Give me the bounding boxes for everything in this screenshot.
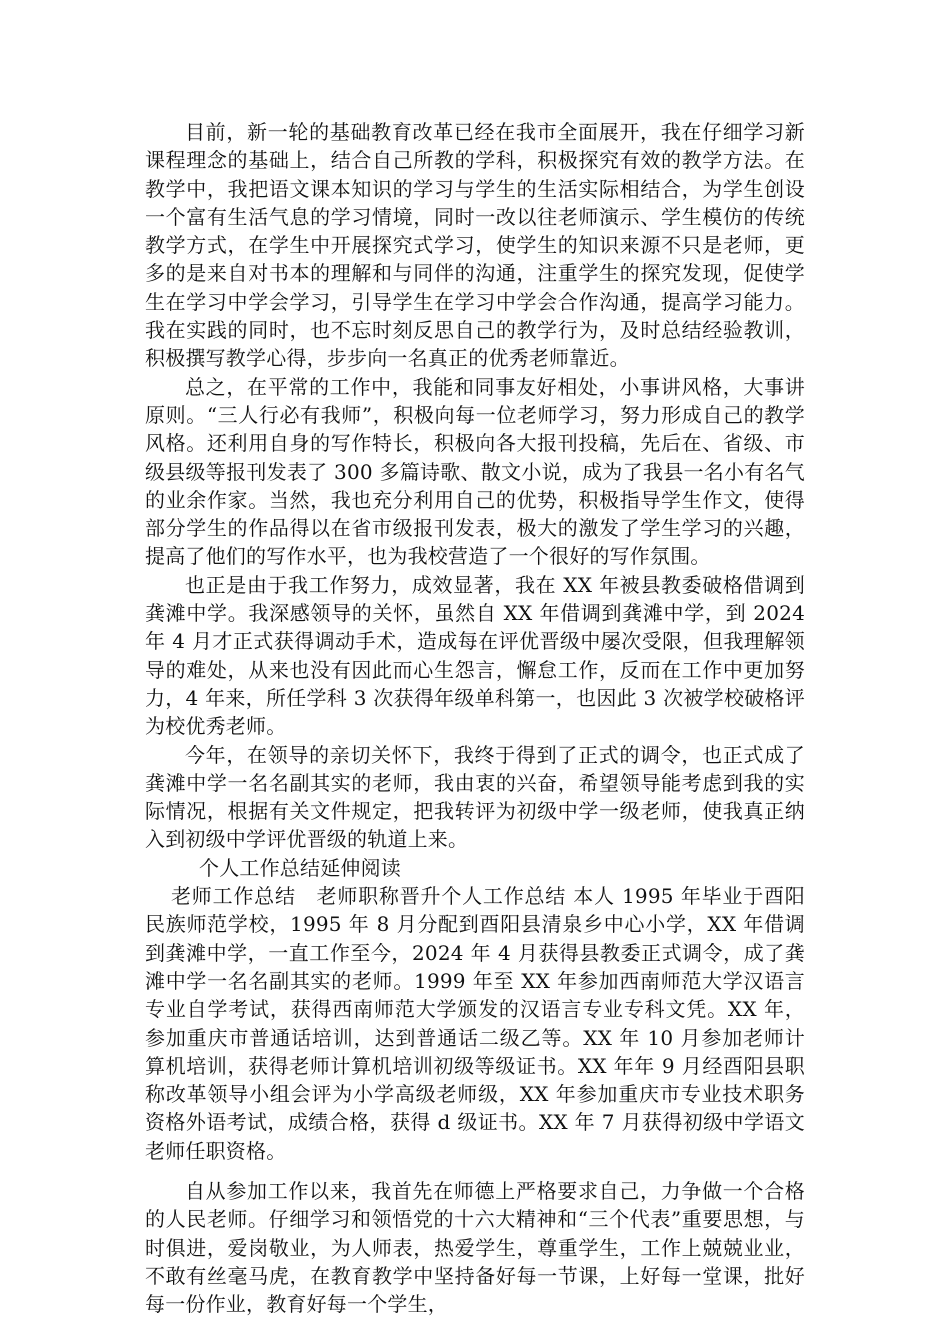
document-page bbox=[145, 118, 805, 1318]
paragraph-teaching-reform: 目前，新一轮的基础教育改革已经在我市全面展开，我在仔细学习新课程理念的基础上，结合自己所教的学科，积极探究有效的教学方法。在教学中，我把语文课本知识的学习与学生的生活实际相结合，为学生创设一个富有生活气息的学习情境，同时一改以往老师演示、学生模仿的传统教学方式，在学生中开展探究式学习，使学生的知识来源不只是老师，更多的是来自对书本的理解和与同伴的沟通，注重学生的探究发现，促使学生在学习中学会学习，引导学生在学习中学会合作沟通，提高学习能力。我在实践的同时，也不忘时刻反思自己的教学行为，及时总结经验教训，积极撰写教学心得，步步向一名真正的优秀老师靠近。 bbox=[145, 120, 805, 371]
paragraph-gap bbox=[145, 1165, 805, 1177]
paragraph-writing-achievements: 总之，在平常的工作中，我能和同事友好相处，小事讲风格，大事讲原则。“三人行必有我师”，积极向每一位老师学习，努力形成自己的教学风格。还利用自身的写作特长，积极向各大报刊投稿，先后在、省级、市级县级等报刊发表了 300 多篇诗歌、散文小说，成为了我县一名小有名气的业余作家。当然，我也充分利用自己的优势，积极指导学生作文，使得部分学生的作品得以在省市级报刊发表，极大的激发了学生学习的兴趣，提高了他们的写作水平，也为我校营造了一个很好的写作氛围。 bbox=[145, 374, 805, 569]
paragraph-transfer-history: 也正是由于我工作努力，成效显著，我在 XX 年被县教委破格借调到龚滩中学。我深感领导的关怀，虽然自 XX 年借调到龚滩中学，到 2024 年 4 月才正式获得调动手术，造成每在评优晋级中屡次受限，但我理解领导的难处，从来也没有因此而心生怨言，懈怠工作，反而在工作中更加努力，4 年来，所任学科 3 次获得年级单科第一，也因此 3 次被学校破格评为校优秀老师。 bbox=[145, 572, 805, 739]
paragraph-formal-transfer: 今年，在领导的亲切关怀下，我终于得到了正式的调令，也正式成了龚滩中学一名名副其实的老师，我由衷的兴奋，希望领导能考虑到我的实际情况，根据有关文件规定，把我转评为初级中学一级老师，使我真正纳入到初级中学评优晋级的轨道上来。 bbox=[145, 742, 805, 852]
paragraph-teacher-ethics: 自从参加工作以来，我首先在师德上严格要求自己，力争做一个合格的人民老师。仔细学习和领悟党的十六大精神和“三个代表”重要思想，与时俱进，爱岗敬业，为人师表，热爱学生，尊重学生，工作上兢兢业业，不敢有丝毫马虎，在教育教学中坚持备好每一节课，上好每一堂课，批好每一份作业，教育好每一个学生， bbox=[145, 1178, 805, 1317]
paragraph-career-summary: 老师工作总结 老师职称晋升个人工作总结 本人 1995 年毕业于酉阳民族师范学校，1995 年 8 月分配到酉阳县清泉乡中心小学，XX 年借调到龚滩中学，一直工作至今，2024 年 4 月获得县教委正式调令，成了龚滩中学一名名副其实的老师。1999 年至 XX 年参加西南师范大学汉语言专业自学考试，获得西南师范大学颁发的汉语言专业专科文凭。XX 年，参加重庆市普通话培训，达到普通话二级乙等。XX 年 10 月参加老师计算机培训，获得老师计算机培训初级等级证书。XX 年年 9 月经酉阳县职称改革领导小组会评为小学高级老师级，XX 年参加重庆市专业技术职务资格外语考试，成绩合格，获得 d 级证书。XX 年 7 月获得初级中学语文老师任职资格。 bbox=[145, 884, 805, 1163]
extended-reading-heading: 个人工作总结延伸阅读 bbox=[199, 855, 401, 880]
